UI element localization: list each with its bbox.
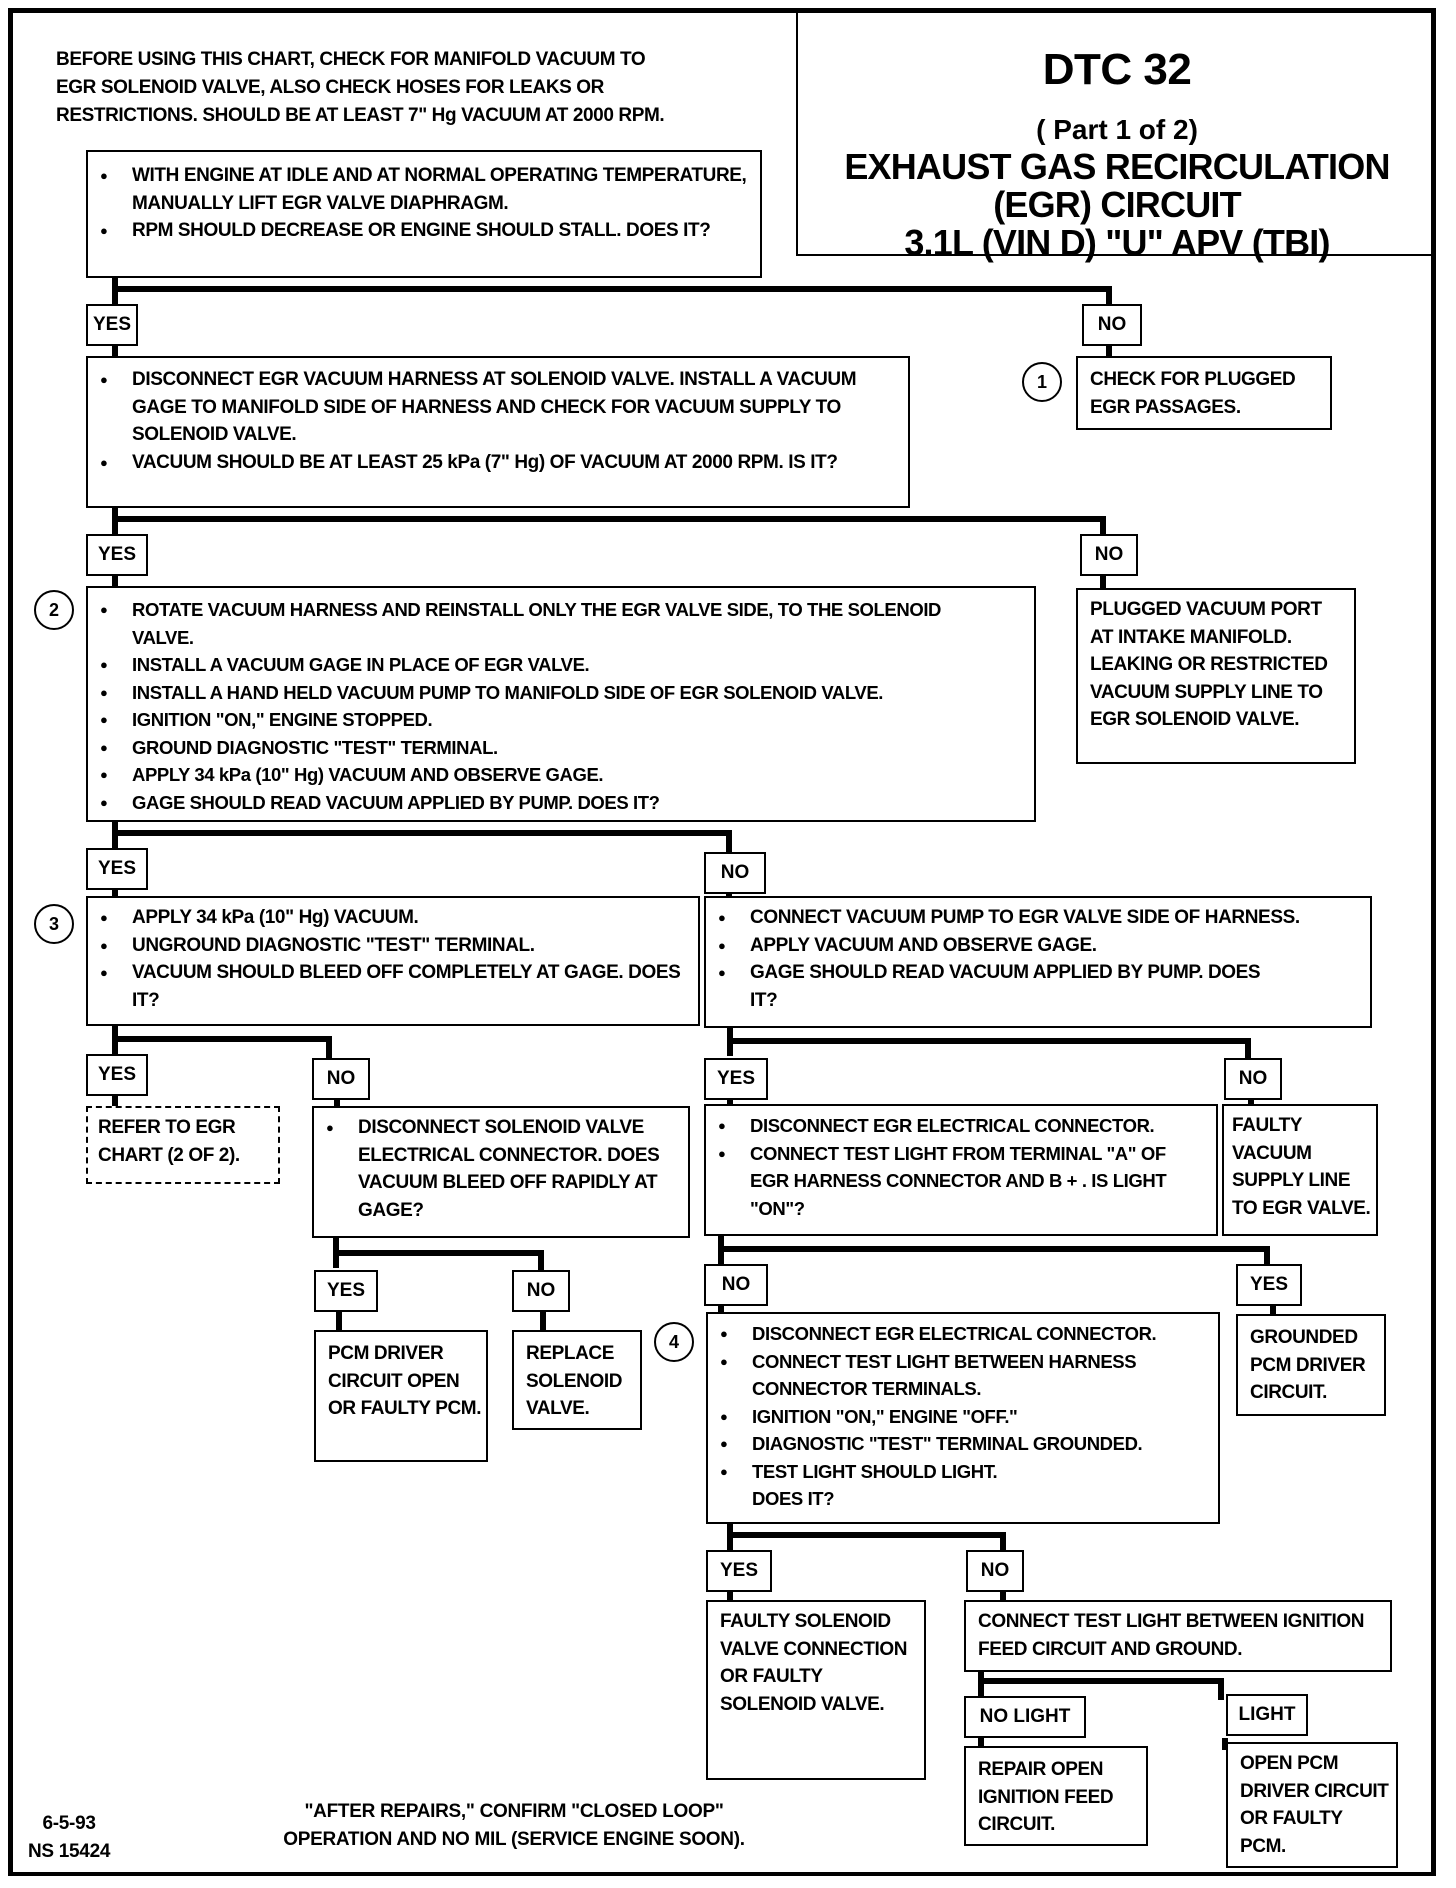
- result-refer-egr-chart-2[interactable]: REFER TO EGR CHART (2 OF 2).: [86, 1106, 280, 1184]
- branch-yes: YES: [86, 534, 148, 576]
- step-item: ● IGNITION "ON," ENGINE "OFF.": [708, 1403, 1218, 1431]
- step-item: ● VACUUM SHOULD BLEED OFF COMPLETELY AT GAGE. DOES IT?: [88, 959, 698, 1014]
- step-item: ● TEST LIGHT SHOULD LIGHT. DOES IT?: [708, 1458, 1218, 1513]
- result-faulty-vacuum-supply: FAULTY VACUUM SUPPLY LINE TO EGR VALVE.: [1222, 1104, 1378, 1236]
- title-line-3: 3.1L (VIN D) "U" APV (TBI): [904, 222, 1330, 263]
- step-box-3: [86, 896, 700, 1026]
- step-box-2: [86, 586, 1036, 822]
- branch-yes: YES: [1236, 1264, 1302, 1306]
- intro-line: BEFORE USING THIS CHART, CHECK FOR MANIFOLD VACUUM TO: [56, 49, 646, 70]
- step-item: ● CONNECT TEST LIGHT FROM TERMINAL "A" OF EGR HARNESS CONNECTOR AND B + . IS LIGHT "ON"?: [706, 1140, 1216, 1223]
- step-item: ● VACUUM SHOULD BE AT LEAST 25 kPa (7" Hg) OF VACUUM AT 2000 RPM. IS IT?: [88, 449, 908, 477]
- step-number-1: 1: [1022, 362, 1062, 402]
- step-item: ● CONNECT VACUUM PUMP TO EGR VALVE SIDE OF HARNESS.: [706, 904, 1370, 932]
- footer-doc-info: [28, 1810, 110, 1866]
- connector: [538, 1250, 544, 1272]
- step-item: ● DISCONNECT EGR ELECTRICAL CONNECTOR.: [708, 1320, 1218, 1348]
- footer-note: [264, 1798, 764, 1854]
- step-number-3: 3: [34, 904, 74, 944]
- title-line-2: (EGR) CIRCUIT: [993, 184, 1241, 225]
- step-box-ignition-feed-test: CONNECT TEST LIGHT BETWEEN IGNITION FEED CIRCUIT AND GROUND.: [964, 1600, 1392, 1672]
- branch-no-light: NO LIGHT: [964, 1696, 1086, 1738]
- connector: [1264, 1246, 1270, 1266]
- footer-doc-id: NS 15424: [28, 1841, 111, 1862]
- connector: [978, 1678, 1224, 1684]
- branch-no: NO: [1224, 1058, 1282, 1100]
- step-item: ● GROUND DIAGNOSTIC "TEST" TERMINAL.: [88, 734, 1034, 762]
- title-line-1: EXHAUST GAS RECIRCULATION: [844, 146, 1390, 187]
- result-faulty-solenoid-valve: FAULTY SOLENOID VALVE CONNECTION OR FAULTY SOLENOID VALVE.: [706, 1600, 926, 1780]
- step-box-2-no: [704, 896, 1372, 1028]
- connector: [1245, 1038, 1251, 1060]
- step-item: ● CONNECT TEST LIGHT BETWEEN HARNESS CONNECTOR TERMINALS.: [708, 1348, 1218, 1403]
- footer-date: 6-5-93: [42, 1813, 96, 1834]
- step-item: ● GAGE SHOULD READ VACUUM APPLIED BY PUMP. DOES IT?: [88, 789, 1034, 817]
- step-box-test-light-terminal-a: [704, 1104, 1218, 1236]
- branch-yes: YES: [86, 848, 148, 890]
- branch-no: NO: [966, 1550, 1024, 1592]
- connector: [1106, 286, 1112, 306]
- result-check-egr-passages: CHECK FOR PLUGGED EGR PASSAGES.: [1076, 356, 1332, 430]
- intro-line: EGR SOLENOID VALVE, ALSO CHECK HOSES FOR LEAKS OR: [56, 77, 604, 98]
- step-item: ● IGNITION "ON," ENGINE STOPPED.: [88, 706, 1034, 734]
- connector: [112, 1036, 332, 1042]
- result-pcm-driver-open: PCM DRIVER CIRCUIT OPEN OR FAULTY PCM.: [314, 1330, 488, 1462]
- intro-line: RESTRICTIONS. SHOULD BE AT LEAST 7" Hg VACUUM AT 2000 RPM.: [56, 105, 665, 126]
- step-item: ● APPLY 34 kPa (10" Hg) VACUUM.: [88, 904, 698, 932]
- connector: [1100, 516, 1106, 536]
- step-item: ● WITH ENGINE AT IDLE AND AT NORMAL OPERATING TEMPERATURE, MANUALLY LIFT EGR VALVE DIAPHRAGM.: [88, 162, 760, 217]
- branch-no: NO: [512, 1270, 570, 1312]
- step-box-3-no: [312, 1106, 690, 1238]
- connector: [718, 1246, 1270, 1252]
- connector: [1218, 1678, 1224, 1700]
- branch-light: LIGHT: [1226, 1694, 1308, 1736]
- step-item: ● DISCONNECT SOLENOID VALVE ELECTRICAL CONNECTOR. DOES VACUUM BLEED OFF RAPIDLY AT GAGE?: [314, 1114, 688, 1224]
- title-block: [796, 8, 1436, 263]
- branch-no: NO: [704, 852, 766, 894]
- result-plugged-vacuum-port: PLUGGED VACUUM PORT AT INTAKE MANIFOLD. LEAKING OR RESTRICTED VACUUM SUPPLY LINE TO EGR SOLENOID VALVE.: [1076, 588, 1356, 764]
- step-item: ● DISCONNECT EGR VACUUM HARNESS AT SOLENOID VALVE. INSTALL A VACUUM GAGE TO MANIFOLD SIDE OF HARNESS AND CHECK FOR VACUUM SUPPLY TO SOLENOID VALVE.: [88, 366, 908, 449]
- branch-no: NO: [312, 1058, 370, 1100]
- part-label: ( Part 1 of 2): [1036, 114, 1198, 145]
- step-item: ● APPLY VACUUM AND OBSERVE GAGE.: [706, 932, 1370, 960]
- step-item: ● DISCONNECT EGR ELECTRICAL CONNECTOR.: [706, 1112, 1216, 1140]
- result-grounded-pcm-driver: GROUNDED PCM DRIVER CIRCUIT.: [1236, 1314, 1386, 1416]
- result-replace-solenoid: REPLACE SOLENOID VALVE.: [512, 1330, 642, 1430]
- step-item: ● ROTATE VACUUM HARNESS AND REINSTALL ONLY THE EGR VALVE SIDE, TO THE SOLENOID VALVE.: [88, 596, 1034, 651]
- connector: [326, 1036, 332, 1060]
- branch-yes: YES: [86, 1054, 148, 1096]
- step-number-2: 2: [34, 590, 74, 630]
- connector: [727, 1532, 1005, 1538]
- dtc-code: DTC 32: [1042, 45, 1192, 94]
- intro-note: [56, 46, 664, 130]
- step-item: ● DIAGNOSTIC "TEST" TERMINAL GROUNDED.: [708, 1430, 1218, 1458]
- connector: [333, 1250, 543, 1256]
- connector: [112, 830, 732, 836]
- step-number-4: 4: [654, 1322, 694, 1362]
- connector: [726, 830, 732, 854]
- step-box-start: [86, 150, 762, 278]
- step-box-4: [706, 1312, 1220, 1524]
- step-box-vacuum-supply: [86, 356, 910, 508]
- connector: [727, 1038, 1251, 1044]
- result-repair-ignition-feed: REPAIR OPEN IGNITION FEED CIRCUIT.: [964, 1746, 1148, 1846]
- branch-yes: YES: [706, 1550, 772, 1592]
- branch-yes: YES: [314, 1270, 378, 1312]
- connector: [1100, 575, 1106, 589]
- connector: [112, 286, 1112, 292]
- branch-no: NO: [1080, 534, 1138, 576]
- step-item: ● RPM SHOULD DECREASE OR ENGINE SHOULD STALL. DOES IT?: [88, 217, 760, 245]
- connector: [978, 1670, 984, 1698]
- result-open-pcm-driver: OPEN PCM DRIVER CIRCUIT OR FAULTY PCM.: [1226, 1742, 1398, 1868]
- branch-yes: YES: [86, 304, 138, 346]
- branch-no: NO: [704, 1264, 768, 1306]
- step-item: ● INSTALL A HAND HELD VACUUM PUMP TO MANIFOLD SIDE OF EGR SOLENOID VALVE.: [88, 679, 1034, 707]
- step-item: ● APPLY 34 kPa (10" Hg) VACUUM AND OBSERVE GAGE.: [88, 761, 1034, 789]
- branch-no: NO: [1082, 304, 1142, 346]
- branch-yes: YES: [704, 1058, 768, 1100]
- step-item: ● INSTALL A VACUUM GAGE IN PLACE OF EGR VALVE.: [88, 651, 1034, 679]
- step-item: ● GAGE SHOULD READ VACUUM APPLIED BY PUMP. DOES IT?: [706, 959, 1370, 1014]
- footer-note-line: "AFTER REPAIRS," CONFIRM "CLOSED LOOP": [304, 1801, 724, 1822]
- connector: [112, 516, 1106, 522]
- step-item: ● UNGROUND DIAGNOSTIC "TEST" TERMINAL.: [88, 932, 698, 960]
- footer-note-line: OPERATION AND NO MIL (SERVICE ENGINE SOON).: [283, 1829, 745, 1850]
